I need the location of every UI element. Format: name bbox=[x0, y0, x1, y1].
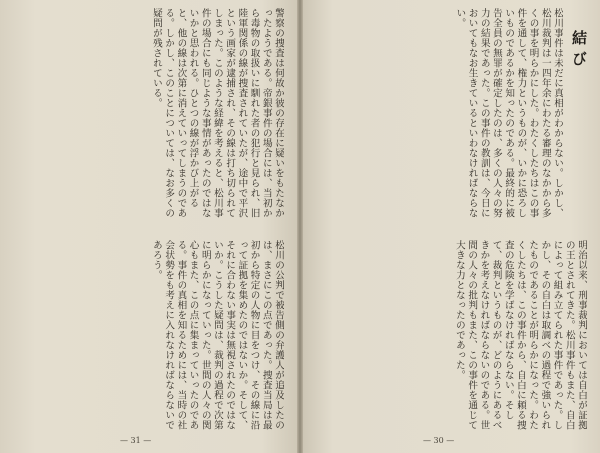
section-heading: 結び bbox=[570, 30, 588, 72]
left-page-number: — 31 — bbox=[120, 436, 152, 445]
left-page-lower-text: 松川の公判で被告側の弁護人が追及したのは、まさにこの点であった。捜査当局は最初から特定の人物に目をつけ、その線に沿って証拠を集めたのではないか。そして、それに合わない事実は無視されたのではないか。こうした疑問は、裁判の過程で次第に明らかになっていった。世間の人々の関心もまた、この点に集まっていったのである。事件の真相を知るためには、当時の社会状勢をも考えに入れなければならないであろう。 bbox=[150, 240, 284, 430]
right-page bbox=[303, 0, 600, 453]
right-page-lower-text: 明治以来、刑事裁判においては自白が証拠の王とされてきた。松川事件もまた、自白によって組み立てられた事件であった。しかし、その自白は取調べの過程で強いられたものであることが明らかになった。わたくしたちは、この事件から、自白に頼る捜査の危険を学ばなければならない。そして、裁判というものが、どのようにあるべきかを考えなければならないのである。世間の人々の批判もまた、この事件を通じて大きな力となったのであった。 bbox=[453, 240, 587, 430]
left-page-upper-text: 警察の捜査は何故か彼の存在に疑いをもたなかったようである。帝銀事件の場合には、当初から毒物の取扱いに馴れた者の犯行と見られ、旧陸軍関係の線が捜査されていたが、途中で平沢という画家が逮捕され、その線は打ち切られてしまった。このような経緯を考えると、松川事件の場合にも同じような事情があったのではないかと思われる。ひとつの線が浮かび上がると、他の線は次第に消えていってしまうのである。しかし、このことについては、なお多くの疑問が残されている。 bbox=[150, 8, 284, 218]
right-page-upper-text: 松川事件は未だに真相がわからない。しかし、松川裁判は一四年余にわたる審理のなかから多くの事を明らかにした。わたくしたちはこの事件を通して、権力というものが、いかに恐ろしいものであるかを知ったのである。最終的に被告全員の無罪が確定したのは、多くの人々の努力の結果であった。この事件の教訓は、今日においてもなお生きているといわなければならない。 bbox=[454, 8, 563, 218]
right-page-number: — 30 — bbox=[423, 436, 455, 445]
left-page bbox=[0, 0, 297, 453]
